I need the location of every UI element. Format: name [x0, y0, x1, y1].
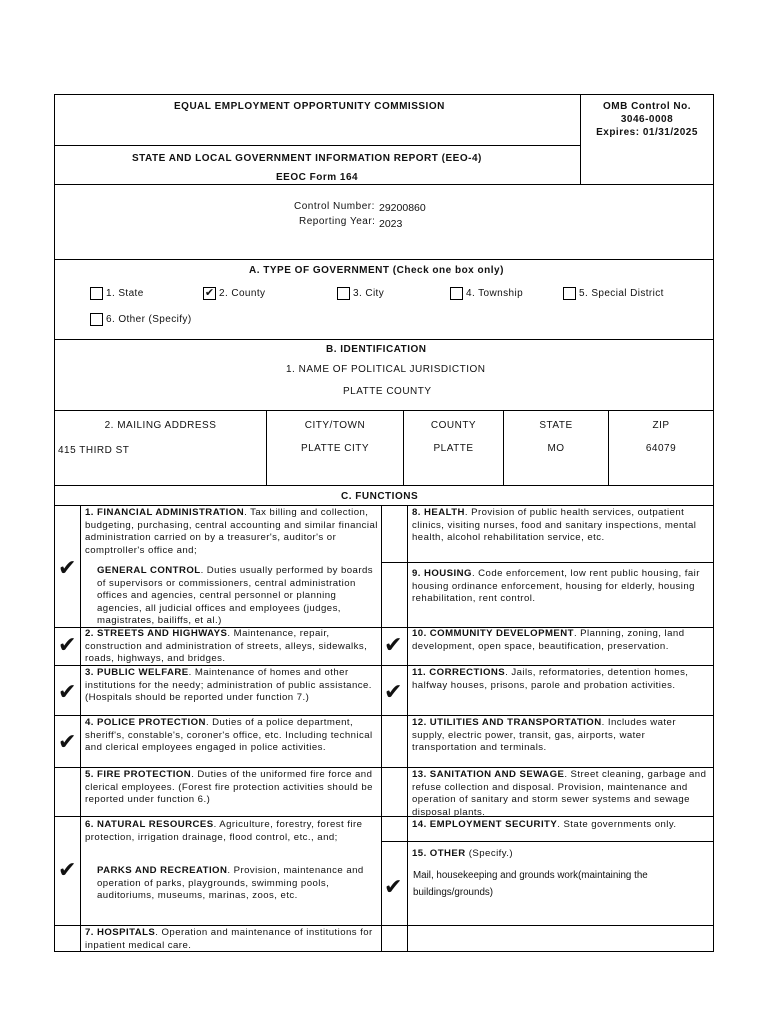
check-mark-function-3[interactable]: ✔	[58, 679, 77, 704]
control-number-value: 29200860	[379, 202, 426, 214]
function-text: . Maintenance, repair, construction and administration of streets, alleys, sidewalks, roads, highways, and bridges.	[85, 628, 368, 665]
function-text: . Operation and maintenance of institutions for inpatient medical care.	[85, 927, 373, 951]
section-b-title: B. IDENTIFICATION	[326, 344, 427, 355]
mailing-address-value: 415 THIRD ST	[58, 445, 130, 456]
function-head: PARKS AND RECREATION	[97, 865, 228, 876]
section-a-title: A. TYPE OF GOVERNMENT (Check one box only)	[249, 265, 504, 276]
function-head: 5. FIRE PROTECTION	[85, 769, 192, 780]
reporting-year-value: 2023	[379, 218, 403, 230]
check-mark-function-6[interactable]: ✔	[58, 857, 77, 882]
zip-label: ZIP	[652, 420, 670, 431]
function-15-other-specify-value: Mail, housekeeping and grounds work(maintaining the buildings/grounds)	[413, 870, 648, 898]
function-head: 2. STREETS AND HIGHWAYS	[85, 628, 228, 639]
function-head: 3. PUBLIC WELFARE	[85, 667, 189, 678]
function-head: 9. HOUSING	[412, 568, 472, 579]
function-head: GENERAL CONTROL	[97, 565, 201, 576]
rule	[54, 505, 714, 506]
function-6-parks	[97, 865, 379, 903]
func-col-divider	[80, 505, 81, 952]
function-text: . Tax billing and collection, budgeting, purchasing, central accounting and similar financial administration carried on by a treasurer's, auditor's or comptroller's office and;	[85, 507, 378, 556]
zip-value: 64079	[645, 443, 677, 454]
city-town-label: CITY/TOWN	[304, 420, 366, 431]
section-c-title: C. FUNCTIONS	[341, 491, 419, 502]
form-name: EEOC Form 164	[276, 172, 359, 183]
function-8-health	[412, 507, 710, 545]
jurisdiction-value: PLATTE COUNTY	[343, 386, 432, 397]
func-col-divider	[381, 505, 382, 952]
function-text: . Code enforcement, low rent public housing, fair housing ordinance enforcement, housing for elderly, housing rehabilitation, rent control.	[412, 568, 700, 605]
omb-control-label: OMB Control No.	[602, 101, 692, 112]
rule	[54, 184, 714, 185]
function-text: . Duties of the uniformed fire force and clerical employees. (Forest fire protection activities should be reported under function 6.)	[85, 769, 373, 806]
agency-title: EQUAL EMPLOYMENT OPPORTUNITY COMMISSION	[174, 101, 445, 112]
control-number-label: Control Number:	[294, 201, 375, 212]
function-text: . Duties usually performed by boards of supervisors or commissioners, central administration offices and agencies, central personnel or planning agencies, all judicial offices and employees (judges, magistrates, bailiffs, et al.)	[97, 565, 374, 627]
function-head: 7. HOSPITALS	[85, 927, 156, 938]
function-text: . Duties of a police department, sheriff's, constable's, coroner's office, etc. Including technical and clerical employees engaged in police activities.	[85, 717, 373, 754]
rule	[54, 767, 382, 768]
function-7-hospitals	[85, 927, 379, 952]
rule	[381, 562, 714, 563]
function-text: . Jails, reformatories, detention homes, halfway houses, prisons, parole and probation activities.	[412, 667, 689, 691]
jurisdiction-label: 1. NAME OF POLITICAL JURISDICTION	[286, 364, 486, 375]
omb-control-number: 3046-0008	[620, 114, 674, 125]
rule	[54, 259, 714, 260]
rule	[54, 485, 714, 486]
other-option-label: 6. Other (Specify)	[106, 314, 192, 325]
omb-divider	[580, 94, 581, 184]
function-head: 6. NATURAL RESOURCES	[85, 819, 214, 830]
function-4-police	[85, 717, 379, 755]
function-1-general-control	[97, 565, 379, 628]
check-mark-function-2[interactable]: ✔	[58, 632, 77, 657]
rule	[54, 816, 382, 817]
function-head: 13. SANITATION AND SEWAGE	[412, 769, 565, 780]
function-text: . Includes water supply, electric power, transit, gas, airports, water transportation and terminals.	[412, 717, 676, 754]
form-border-top	[54, 94, 714, 95]
special-district-option-label: 5. Special District	[579, 288, 664, 299]
check-mark-function-10[interactable]: ✔	[384, 632, 403, 657]
county-option-label: 2. County	[219, 288, 266, 299]
state-checkbox[interactable]	[90, 287, 103, 300]
state-value: MO	[547, 443, 565, 454]
report-title: STATE AND LOCAL GOVERNMENT INFORMATION REPORT (EEO-4)	[132, 153, 482, 164]
state-label: STATE	[539, 420, 573, 431]
function-head: 10. COMMUNITY DEVELOPMENT	[412, 628, 574, 639]
func-col-divider	[407, 505, 408, 952]
function-text: . Provision, maintenance and operation of parks, playgrounds, swimming pools, auditoriums, museums, marinas, zoos, etc.	[97, 865, 364, 902]
special-district-checkbox[interactable]	[563, 287, 576, 300]
form-border-left	[54, 94, 55, 952]
check-mark-function-4[interactable]: ✔	[58, 729, 77, 754]
rule	[381, 925, 714, 926]
township-option-label: 4. Township	[466, 288, 524, 299]
rule	[54, 145, 581, 146]
function-text: (Specify.)	[465, 848, 514, 859]
function-13-sanitation	[412, 769, 710, 819]
function-text: . Maintenance of homes and other institutions for the needy; administration of public assistance. (Hospitals should be reported under function 7.)	[85, 667, 372, 704]
function-head: 1. FINANCIAL ADMINISTRATION	[85, 507, 245, 518]
rule	[381, 841, 714, 842]
reporting-year-label: Reporting Year:	[299, 216, 376, 227]
omb-expiration: Expires: 01/31/2025	[596, 127, 698, 138]
rule	[54, 410, 714, 411]
rule	[381, 767, 714, 768]
check-mark-function-1[interactable]: ✔	[58, 555, 77, 580]
function-head: 11. CORRECTIONS	[412, 667, 506, 678]
other-checkbox[interactable]	[90, 313, 103, 326]
function-6-natural-resources	[85, 819, 379, 844]
rule	[54, 715, 382, 716]
city-option-label: 3. City	[353, 288, 385, 299]
mailing-address-label: 2. MAILING ADDRESS	[104, 420, 217, 431]
function-9-housing	[412, 568, 710, 606]
function-head: 12. UTILITIES AND TRANSPORTATION	[412, 717, 602, 728]
city-checkbox[interactable]	[337, 287, 350, 300]
function-head: 15. OTHER	[412, 848, 466, 859]
form-border-right	[713, 94, 714, 952]
function-text: . Provision of public health services, outpatient clinics, visiting nurses, food and sanitary inspections, mental health, alcohol rehabilitation service, etc.	[412, 507, 697, 544]
function-12-utilities	[412, 717, 710, 755]
function-text: . Planning, zoning, land development, open space, beautification, preservation.	[412, 628, 685, 652]
rule	[54, 925, 382, 926]
rule	[54, 339, 714, 340]
function-head: 8. HEALTH	[412, 507, 465, 518]
rule	[381, 665, 714, 666]
function-1-financial	[85, 507, 379, 557]
function-head: 14. EMPLOYMENT SECURITY	[412, 819, 558, 830]
state-option-label: 1. State	[106, 288, 144, 299]
function-11-corrections	[412, 667, 710, 692]
rule	[381, 715, 714, 716]
function-10-community	[412, 628, 710, 653]
township-checkbox[interactable]	[450, 287, 463, 300]
function-5-fire	[85, 769, 379, 807]
function-text: . Street cleaning, garbage and refuse collection and disposal. Provision, maintenance and operation of sanitary and storm sewer systems and sewage disposal plants.	[412, 769, 707, 818]
function-3-welfare	[85, 667, 379, 705]
function-15-other	[412, 848, 710, 861]
function-14-employment	[412, 819, 710, 832]
function-text: . State governments only.	[557, 819, 677, 830]
check-mark-function-15[interactable]: ✔	[384, 874, 403, 899]
function-text: . Agriculture, forestry, forest fire protection, irrigation drainage, flood control, etc., and;	[85, 819, 363, 843]
county-label: COUNTY	[430, 420, 477, 431]
city-town-value: PLATTE CITY	[300, 443, 370, 454]
county-value: PLATTE	[433, 443, 474, 454]
function-head: 4. POLICE PROTECTION	[85, 717, 206, 728]
check-mark-function-11[interactable]: ✔	[384, 679, 403, 704]
county-checkbox[interactable]: ✔	[204, 287, 215, 299]
function-2-streets	[85, 628, 379, 666]
